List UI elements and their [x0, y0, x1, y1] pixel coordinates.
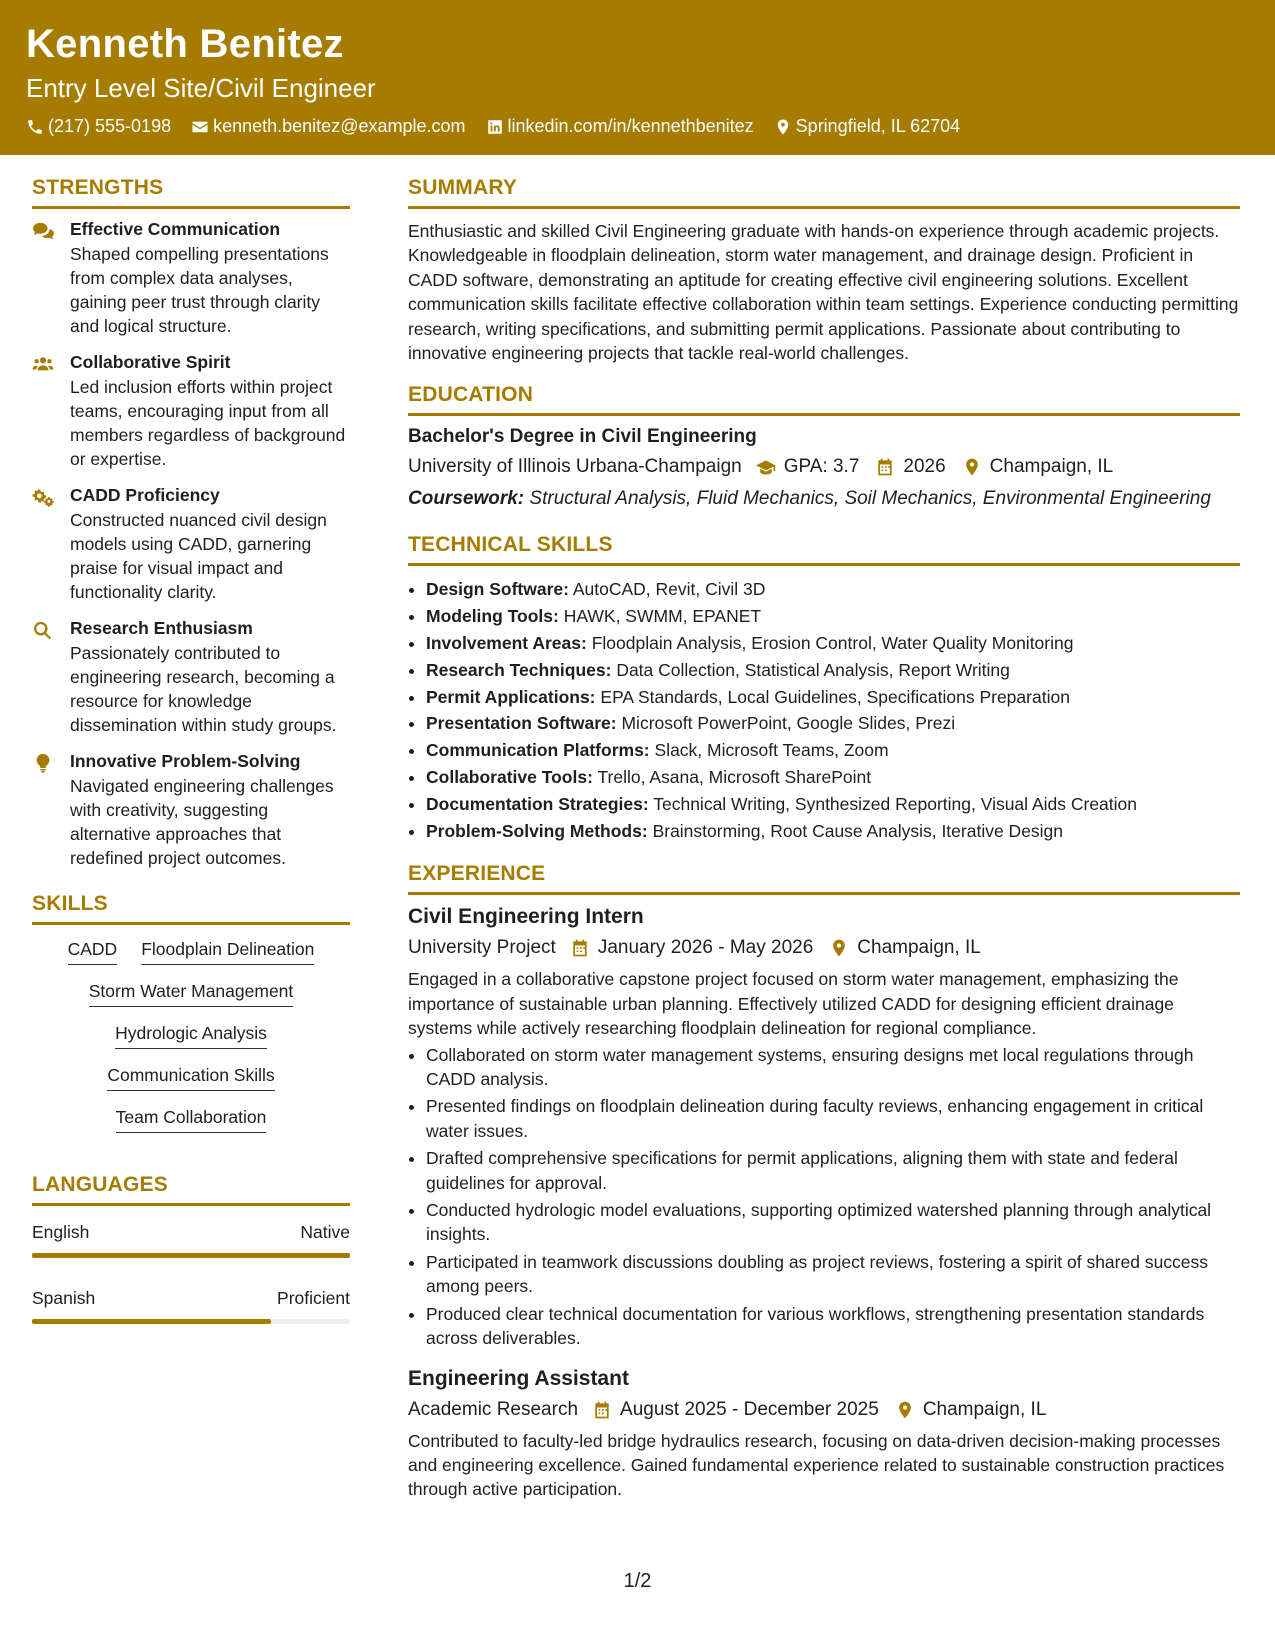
- list-item: • Design Software: AutoCAD, Revit, Civil 3D: [426, 576, 1240, 603]
- language-name: English: [32, 1222, 90, 1242]
- job-meta: [408, 1399, 1240, 1421]
- map-marker-icon: [895, 1400, 915, 1420]
- left-column: [32, 176, 350, 1354]
- strengths-heading: STRENGTHS: [32, 176, 350, 209]
- language-bar-fill: [32, 1253, 350, 1258]
- list-item: • Problem-Solving Methods: Brainstorming, Root Cause Analysis, Iterative Design: [426, 818, 1240, 845]
- language-item: [32, 1222, 350, 1258]
- job-description: Contributed to faculty-led bridge hydraulics research, focusing on data-driven decision-making processes and engineering excellence. Gained fundamental experience related to sustainable construction practices through active participation.: [408, 1430, 1225, 1500]
- comments-icon: [32, 221, 54, 241]
- phone-text: (217) 555-0198: [48, 116, 172, 136]
- summary-heading: SUMMARY: [408, 176, 1240, 209]
- contact-phone[interactable]: [26, 116, 171, 137]
- list-item: • Research Techniques: Data Collection, Statistical Analysis, Report Writing: [426, 657, 1240, 684]
- strength-desc: Shaped compelling presentations from complex data analyses, gaining peer trust through clarity and logical structure.: [70, 244, 329, 336]
- page-number: 1/2: [623, 1570, 652, 1592]
- list-item: • Presented findings on floodplain delineation during faculty reviews, enhancing engagement in critical water issues.: [426, 1094, 1240, 1143]
- strength-item: [32, 751, 350, 870]
- strength-title: CADD Proficiency: [70, 485, 220, 505]
- job-entry: [408, 1367, 1240, 1502]
- language-level: Native: [300, 1222, 350, 1242]
- map-marker-icon: [962, 457, 982, 477]
- list-item: • Participated in teamwork discussions doubling as project reviews, fostering a spirit of shared success among peers.: [426, 1250, 1240, 1299]
- candidate-name: Kenneth Benitez: [26, 22, 344, 66]
- language-name: Spanish: [32, 1288, 96, 1308]
- strength-title: Innovative Problem-Solving: [70, 751, 301, 771]
- contact-bar: [26, 116, 960, 137]
- contact-linkedin[interactable]: [486, 116, 754, 137]
- resume-header: [0, 0, 1275, 155]
- education-location: Champaign, IL: [989, 456, 1114, 478]
- strength-item: [32, 485, 350, 604]
- list-item: • Collaborated on storm water management systems, ensuring designs met local regulations through CADD analysis.: [426, 1043, 1240, 1092]
- linkedin-icon: [486, 118, 504, 136]
- job-dates: January 2026 - May 2026: [597, 937, 814, 959]
- strength-title: Research Enthusiasm: [70, 618, 253, 638]
- contact-email[interactable]: [191, 116, 465, 137]
- right-column: [408, 176, 1240, 1504]
- candidate-title: Entry Level Site/Civil Engineer: [26, 73, 376, 103]
- job-location: Champaign, IL: [857, 937, 981, 959]
- coursework: [408, 486, 1240, 511]
- graduation-cap-icon: [756, 457, 776, 477]
- skills-list: [32, 935, 350, 1133]
- strength-item: [32, 352, 350, 471]
- skill-tag: Storm Water Management: [89, 981, 294, 1007]
- calendar-icon: [592, 1400, 612, 1420]
- summary-text: Enthusiastic and skilled Civil Engineering graduate with hands-on experience through academic projects. Knowledgeable in floodplain delineation, storm water management, and drainage design. Proficient in CADD software, demonstrating an aptitude for creating effective civil engineering solutions. Excellent communication skills facilitate effective collaboration within team settings. Experience conducting permitting research, writing specifications, and submitting permit applications. Passionate about contributing to innovative engineering projects that tackle real-world challenges.: [408, 221, 1239, 364]
- education-heading: EDUCATION: [408, 383, 1240, 416]
- skill-tag: Hydrologic Analysis: [115, 1023, 267, 1049]
- job-meta: [408, 937, 1240, 959]
- skill-tag: Team Collaboration: [116, 1107, 267, 1133]
- map-marker-icon: [774, 118, 792, 136]
- list-item: • Conducted hydrologic model evaluations, supporting optimized watershed planning through analytical insights.: [426, 1198, 1240, 1247]
- strength-title: Effective Communication: [70, 219, 281, 239]
- job-description: Engaged in a collaborative capstone project focused on storm water management, emphasizing the importance of sustainable urban planning. Effectively utilized CADD for designing efficient drainage systems while actively researching floodplain delineation for regional compliance.: [408, 969, 1179, 1039]
- list-item: • Presentation Software: Microsoft PowerPoint, Google Slides, Prezi: [426, 710, 1240, 737]
- skill-tag: Floodplain Delineation: [141, 939, 314, 965]
- list-item: • Collaborative Tools: Trello, Asana, Microsoft SharePoint: [426, 764, 1240, 791]
- cogs-icon: [32, 487, 54, 507]
- coursework-label: Coursework:: [408, 488, 525, 510]
- contact-location: [774, 116, 960, 137]
- list-item: • Permit Applications: EPA Standards, Local Guidelines, Specifications Preparation: [426, 684, 1240, 711]
- calendar-icon: [570, 938, 590, 958]
- strength-desc: Led inclusion efforts within project teams, encouraging input from all members regardless of background or expertise.: [70, 377, 346, 469]
- strength-desc: Navigated engineering challenges with creativity, suggesting alternative approaches that redefined project outcomes.: [70, 776, 334, 868]
- job-location: Champaign, IL: [922, 1398, 1047, 1420]
- language-bar: [32, 1319, 350, 1324]
- list-item: • Drafted comprehensive specifications for permit applications, aligning them with state and federal guidelines for approval.: [426, 1146, 1240, 1195]
- list-item: • Produced clear technical documentation for various workflows, strengthening presentation standards across deliverables.: [426, 1302, 1240, 1351]
- email-text: kenneth.benitez@example.com: [213, 116, 466, 136]
- linkedin-text: linkedin.com/in/kennethbenitez: [507, 116, 754, 136]
- envelope-icon: [191, 118, 209, 136]
- users-icon: [32, 354, 54, 374]
- job-bullets: [408, 1043, 1240, 1351]
- education-school: University of Illinois Urbana-Champaign: [408, 456, 742, 478]
- strength-title: Collaborative Spirit: [70, 352, 231, 372]
- list-item: • Involvement Areas: Floodplain Analysis, Erosion Control, Water Quality Monitoring: [426, 630, 1240, 657]
- list-item: • Documentation Strategies: Technical Writing, Synthesized Reporting, Visual Aids Creation: [426, 791, 1240, 818]
- job-org: University Project: [408, 937, 556, 959]
- strengths-list: [32, 219, 350, 870]
- job-entry: [408, 905, 1240, 1350]
- experience-heading: EXPERIENCE: [408, 862, 1240, 895]
- education-meta: [408, 456, 1240, 478]
- list-item: • Modeling Tools: HAWK, SWMM, EPANET: [426, 603, 1240, 630]
- languages-heading: LANGUAGES: [32, 1173, 350, 1206]
- map-marker-icon: [829, 938, 849, 958]
- coursework-list: Structural Analysis, Fluid Mechanics, Soil Mechanics, Environmental Engineering: [529, 488, 1211, 510]
- strength-item: [32, 219, 350, 338]
- technical-skills-list: [408, 576, 1240, 844]
- job-org: Academic Research: [408, 1398, 579, 1420]
- technical-skills-heading: TECHNICAL SKILLS: [408, 533, 1240, 566]
- education-year: 2026: [903, 456, 946, 478]
- skills-heading: SKILLS: [32, 892, 350, 925]
- strength-item: [32, 618, 350, 737]
- skill-tag: CADD: [68, 939, 118, 965]
- strength-desc: Passionately contributed to engineering research, becoming a resource for knowledge dissemination within study groups.: [70, 643, 337, 735]
- education-gpa: GPA: 3.7: [783, 456, 860, 478]
- search-icon: [32, 620, 54, 640]
- language-item: [32, 1288, 350, 1324]
- job-dates: August 2025 - December 2025: [620, 1398, 879, 1420]
- language-bar: [32, 1253, 350, 1258]
- calendar-icon: [875, 457, 895, 477]
- language-bar-fill: [32, 1319, 271, 1324]
- location-text: Springfield, IL 62704: [795, 116, 961, 136]
- education-degree: Bachelor's Degree in Civil Engineering: [408, 426, 757, 448]
- list-item: • Communication Platforms: Slack, Microsoft Teams, Zoom: [426, 737, 1240, 764]
- job-title: Civil Engineering Intern: [408, 905, 644, 929]
- skill-tag: Communication Skills: [107, 1065, 274, 1091]
- job-title: Engineering Assistant: [408, 1366, 629, 1390]
- lightbulb-icon: [32, 753, 54, 773]
- strength-desc: Constructed nuanced civil design models using CADD, garnering praise for visual impact and functionality clarity.: [70, 510, 327, 602]
- language-level: Proficient: [277, 1288, 350, 1308]
- phone-icon: [26, 118, 44, 136]
